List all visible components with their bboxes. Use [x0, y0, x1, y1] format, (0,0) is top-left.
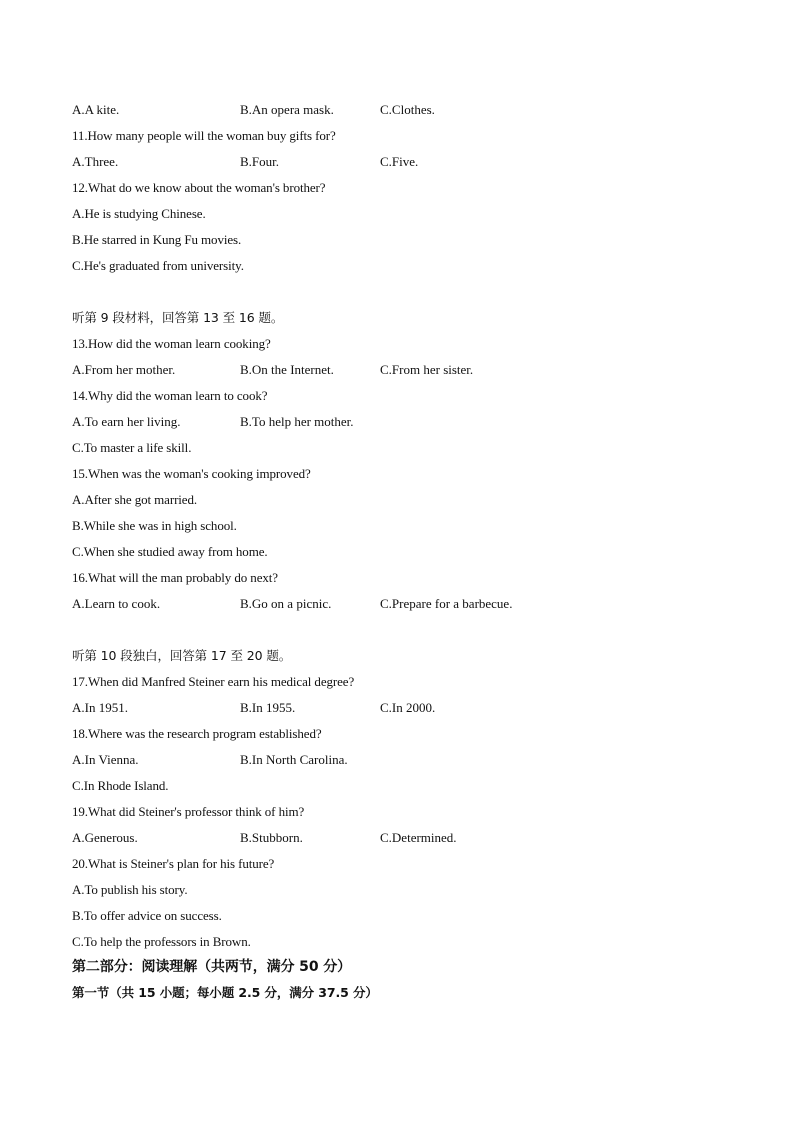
- q13-option-a: A.From her mother.: [72, 362, 176, 377]
- part-2-section-1-heading: 第一节（共 15 小题；每小题 2.5 分，满分 37.5 分）: [72, 985, 378, 1000]
- part-2-heading: 第二部分：阅读理解（共两节，满分 50 分）: [72, 959, 352, 975]
- q13-option-b: B.On the Internet.: [240, 362, 334, 377]
- q17-stem: 17.When did Manfred Steiner earn his medical degree?: [72, 674, 355, 689]
- q19-option-a: A.Generous.: [72, 830, 138, 845]
- q10-option-b: B.An opera mask.: [240, 102, 334, 117]
- q19-option-b: B.Stubborn.: [240, 830, 303, 845]
- q15-option-c: C.When she studied away from home.: [72, 544, 268, 559]
- q16-option-a: A.Learn to cook.: [72, 596, 161, 611]
- q10-option-a: A.A kite.: [72, 102, 120, 117]
- q10-option-c: C.Clothes.: [380, 102, 435, 117]
- q14-options: [72, 414, 772, 430]
- q11-option-a: A.Three.: [72, 154, 119, 169]
- q19-options: [72, 830, 772, 846]
- q19-stem: 19.What did Steiner's professor think of him?: [72, 804, 305, 819]
- q18-option-b: B.In North Carolina.: [240, 752, 348, 767]
- q20-option-b: B.To offer advice on success.: [72, 908, 222, 923]
- q15-stem: 15.When was the woman's cooking improved?: [72, 466, 311, 481]
- section-10-heading: 听第 10 段独白，回答第 17 至 20 题。: [72, 648, 292, 663]
- q20-option-c: C.To help the professors in Brown.: [72, 934, 251, 949]
- q16-options: [72, 596, 772, 612]
- q20-stem: 20.What is Steiner's plan for his future?: [72, 856, 275, 871]
- q18-option-c: C.In Rhode Island.: [72, 778, 169, 793]
- q18-stem: 18.Where was the research program established?: [72, 726, 322, 741]
- q14-option-a: A.To earn her living.: [72, 414, 181, 429]
- q13-stem: 13.How did the woman learn cooking?: [72, 336, 271, 351]
- q18-options: [72, 752, 772, 768]
- q15-option-b: B.While she was in high school.: [72, 518, 237, 533]
- q18-option-a: A.In Vienna.: [72, 752, 139, 767]
- q16-option-c: C.Prepare for a barbecue.: [380, 596, 513, 611]
- q16-option-b: B.Go on a picnic.: [240, 596, 332, 611]
- q13-options: [72, 362, 772, 378]
- q12-option-a: A.He is studying Chinese.: [72, 206, 206, 221]
- q20-option-a: A.To publish his story.: [72, 882, 188, 897]
- q14-option-c: C.To master a life skill.: [72, 440, 192, 455]
- section-9-heading: 听第 9 段材料，回答第 13 至 16 题。: [72, 310, 284, 325]
- q17-option-c: C.In 2000.: [380, 700, 436, 715]
- q16-stem: 16.What will the man probably do next?: [72, 570, 278, 585]
- q17-option-b: B.In 1955.: [240, 700, 296, 715]
- q11-option-b: B.Four.: [240, 154, 280, 169]
- q19-option-c: C.Determined.: [380, 830, 457, 845]
- q10-options: [72, 102, 772, 118]
- q14-stem: 14.Why did the woman learn to cook?: [72, 388, 268, 403]
- q11-option-c: C.Five.: [380, 154, 419, 169]
- q12-option-b: B.He starred in Kung Fu movies.: [72, 232, 242, 247]
- q17-option-a: A.In 1951.: [72, 700, 128, 715]
- q12-option-c: C.He's graduated from university.: [72, 258, 244, 273]
- q14-option-b: B.To help her mother.: [240, 414, 354, 429]
- q12-stem: 12.What do we know about the woman's brother?: [72, 180, 326, 195]
- q11-stem: 11.How many people will the woman buy gifts for?: [72, 128, 336, 143]
- q15-option-a: A.After she got married.: [72, 492, 198, 507]
- q11-options: [72, 154, 772, 170]
- q13-option-c: C.From her sister.: [380, 362, 474, 377]
- q17-options: [72, 700, 772, 716]
